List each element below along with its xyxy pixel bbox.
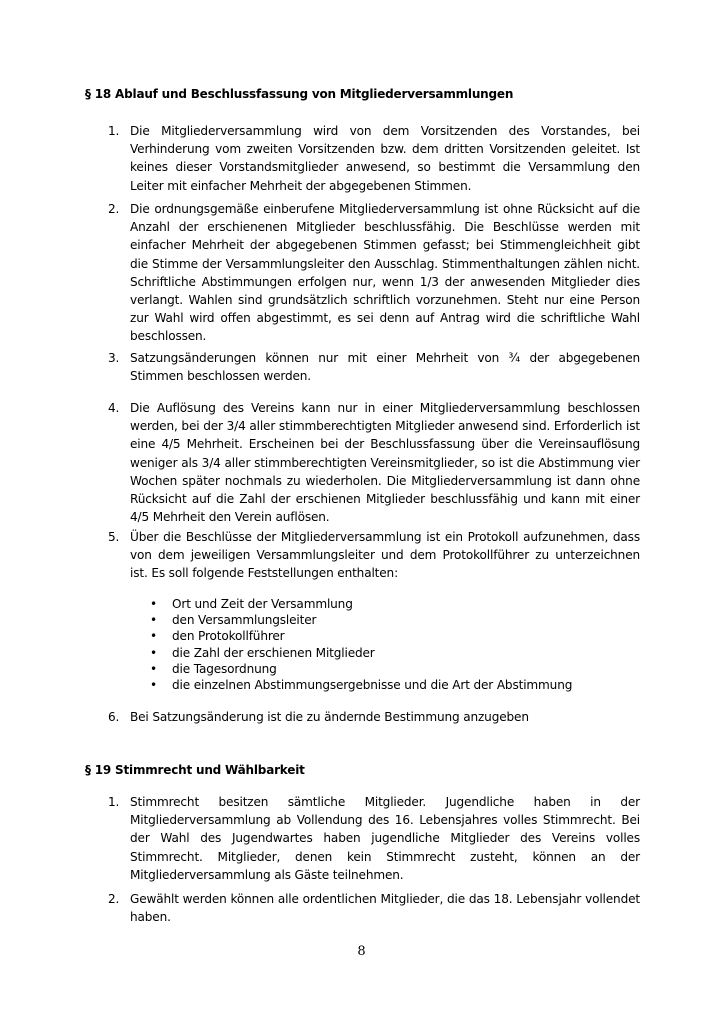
section-18-item-5 bbox=[108, 528, 640, 583]
page-number: 8 bbox=[357, 944, 366, 959]
item-text: Die Auflösung des Vereins kann nur in einer Mitgliederversammlung beschlossen werden, bei der 3/4 aller stimmberechtigten Mitglieder anwesend sind. Erforderlich ist eine 4/5 Mehrheit. Erscheinen bei der Beschlussfassung über die Vereinsauflösung weniger als 3/4 aller stimmberechtigten Vereinsmitglieder, so ist die Abstimmung vier Wochen später nochmals zu wiederholen. Die Mitgliederversammlung ist dann ohne Rücksicht auf die Zahl der erschienen Mitglieder beschlussfähig und kann mit einer 4/5 Mehrheit den Verein auflösen. bbox=[130, 401, 640, 525]
list-item-text: den Protokollführer bbox=[172, 629, 285, 644]
item-text: Bei Satzungsänderung ist die zu ändernde Bestimmung anzugeben bbox=[130, 710, 529, 724]
item-number: 2. bbox=[108, 202, 120, 216]
item-number: 4. bbox=[108, 401, 120, 415]
list-item-text: die Zahl der erschienen Mitglieder bbox=[172, 645, 375, 660]
bullet-icon: • bbox=[150, 678, 157, 693]
list-item-text: die Tagesordnung bbox=[172, 661, 277, 676]
item-number: 1. bbox=[108, 124, 120, 138]
section-18-item-6 bbox=[108, 708, 640, 726]
bullet-icon: • bbox=[150, 613, 157, 628]
item-number: 3. bbox=[108, 351, 120, 365]
item-text: Über die Beschlüsse der Mitgliederversammlung ist ein Protokoll aufzunehmen, dass von dem jeweiligen Versammlungsleiter und dem Protokollführer zu unterzeichnen ist. Es soll folgende Feststellungen enthalten: bbox=[130, 530, 640, 581]
item-number: 5. bbox=[108, 530, 120, 544]
bullet-icon: • bbox=[150, 645, 157, 660]
item-text: Gewählt werden können alle ordentlichen Mitglieder, die das 18. Lebensjahr vollendet haben. bbox=[130, 892, 640, 925]
bullet-icon: • bbox=[150, 597, 157, 611]
list-item bbox=[148, 628, 648, 644]
protocol-requirements-list bbox=[148, 596, 648, 693]
section-18-heading: § 18 Ablauf und Beschlussfassung von Mitgliederversammlungen bbox=[85, 87, 514, 101]
item-number: 6. bbox=[108, 710, 120, 724]
section-18-item-2 bbox=[108, 200, 640, 346]
list-item-text: die einzelnen Abstimmungsergebnisse und die Art der Abstimmung bbox=[172, 678, 573, 693]
list-item bbox=[148, 596, 648, 612]
item-text: Stimmrecht besitzen sämtliche Mitglieder. Jugendliche haben in der Mitgliederversammlung ab Vollendung des 16. Lebensjahres volles Stimmrecht. Bei der Wahl des Jugendwartes haben jugendliche Mitglieder des Vereins volles Stimmrecht. Mitglieder, denen kein Stimmrecht zusteht, können an der Mitgliederversammlung als Gäste teilnehmen. bbox=[130, 795, 640, 882]
section-18-item-1 bbox=[108, 122, 640, 195]
bullet-icon: • bbox=[150, 629, 157, 644]
bullet-icon: • bbox=[150, 661, 157, 676]
item-text: Die Mitgliederversammlung wird von dem Vorsitzenden des Vorstandes, bei Verhinderung vom zweiten Vorsitzenden bzw. dem dritten Vorsitzenden geleitet. Ist keines dieser Vorstandsmitglieder anwesend, so bestimmt die Versammlung den Leiter mit einfacher Mehrheit der abgegebenen Stimmen. bbox=[130, 124, 640, 193]
section-18-item-3 bbox=[108, 349, 640, 385]
list-item bbox=[148, 645, 648, 661]
item-text: Die ordnungsgemäße einberufene Mitgliederversammlung ist ohne Rücksicht auf die Anzahl der erschienenen Mitglieder beschlussfähig. Die Beschlüsse werden mit einfacher Mehrheit der abgegebenen Stimmen gefasst; bei Stimmengleichheit gibt die Stimme der Versammlungsleiter den Ausschlag. Stimmenthaltungen zählen nicht. Schriftliche Abstimmungen erfolgen nur, wenn 1/3 der anwesenden Mitglieder dies verlangt. Wahlen sind grundsätzlich schriftlich vorzunehmen. Steht nur eine Person zur Wahl wird offen abgestimmt, es sei denn auf Antrag wird die schriftliche Wahl beschlossen. bbox=[130, 202, 640, 344]
item-number: 1. bbox=[108, 795, 120, 809]
section-19-heading: § 19 Stimmrecht und Wählbarkeit bbox=[85, 763, 305, 777]
item-number: 2. bbox=[108, 892, 120, 906]
list-item bbox=[148, 677, 648, 693]
list-item-text: Ort und Zeit der Versammlung bbox=[172, 597, 353, 611]
item-text: Satzungsänderungen können nur mit einer Mehrheit von ¾ der abgegebenen Stimmen beschlossen werden. bbox=[130, 351, 640, 384]
section-19-item-1 bbox=[108, 793, 640, 884]
list-item-text: den Versammlungsleiter bbox=[172, 613, 317, 628]
list-item bbox=[148, 612, 648, 628]
section-19-item-2 bbox=[108, 890, 640, 926]
section-18-item-4 bbox=[108, 399, 640, 526]
list-item bbox=[148, 661, 648, 677]
